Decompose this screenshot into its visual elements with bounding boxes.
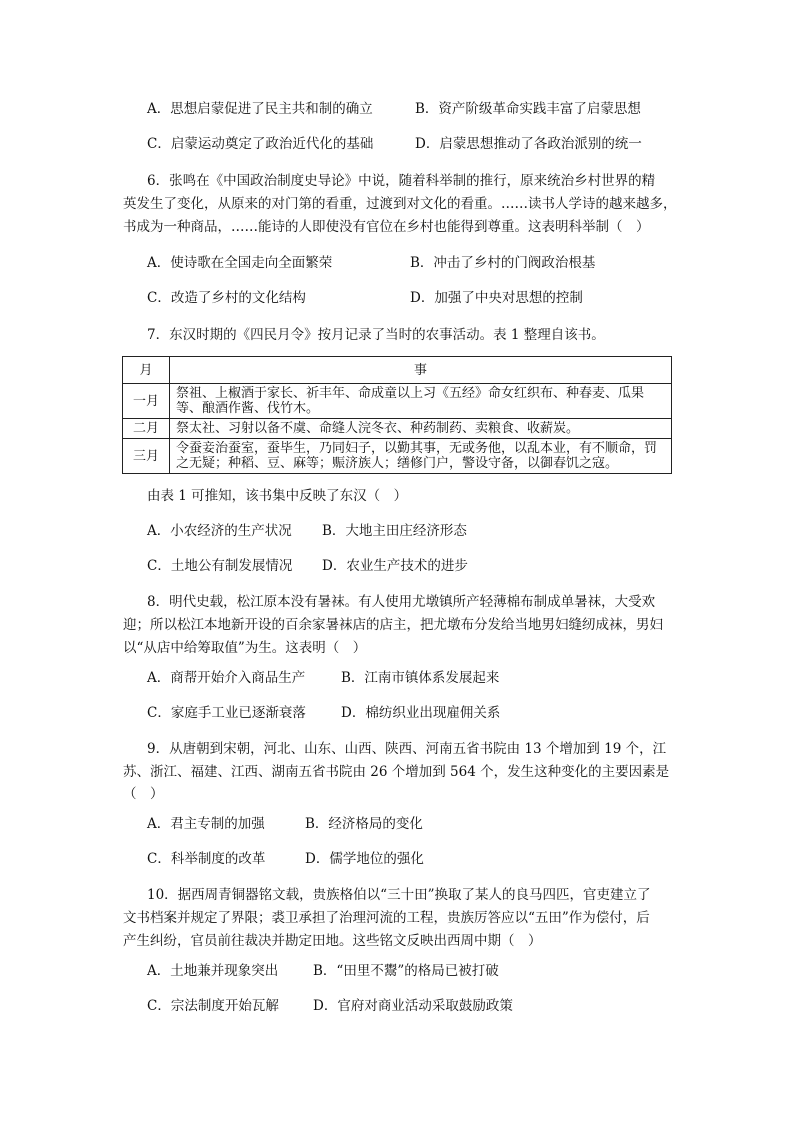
q10-option-d[interactable]: D．官府对商业活动采取鼓励政策 [313,998,513,1014]
table-cell-text: 令蚕妾治蚕室，蚕毕生，乃同妇子，以勤其事，无或务他，以乱本业，有不顺命，罚之无疑；种稻、豆、麻等；赈济族人；缮修门户，警设守备，以御春饥之寇。 [170,439,672,474]
q6-stem-line-1: 6．张鸣在《中国政治制度史导论》中说，随着科举制的推行，原来统治乡村世界的精 [147,173,656,189]
q9-stem-line-2: 苏、浙江、福建、江西、湖南五省书院由 26 个增加到 564 个，发生这种变化的主要因素是 [123,764,670,780]
table-row [123,384,672,419]
q6-stem-line-2: 英发生了变化，从原来的对门第的看重，过渡到对文化的看重。……读书人学诗的越来越多， [123,196,677,212]
q9-option-c[interactable]: C．科举制度的改革 [147,851,266,867]
table-header-event: 事 [170,357,672,384]
q8-stem-line-3: 以“从店中给筹取值”为生。这表明（ ） [123,640,367,656]
q5-option-d[interactable]: D．启蒙思想推动了各政治派别的统一 [415,136,642,152]
q5-option-c[interactable]: C．启蒙运动奠定了政治近代化的基础 [147,136,374,152]
q6-option-d[interactable]: D．加强了中央对思想的控制 [410,290,583,306]
q10-option-c[interactable]: C．宗法制度开始瓦解 [147,998,279,1014]
q8-option-c[interactable]: C．家庭手工业已逐渐衰落 [147,705,306,721]
q5-option-b[interactable]: B．资产阶级革命实践丰富了启蒙思想 [415,101,641,117]
q6-stem-line-3: 书成为一种商品，……能诗的人即使没有官位在乡村也能得到尊重。这表明科举制（ ） [123,219,650,235]
table-cell-text: 祭祖、上椒酒于家长、祈丰年、命成童以上习《五经》命女红织布、种春麦、瓜果等、酿酒作酱、伐竹木。 [170,384,672,419]
q7-option-b[interactable]: B．大地主田庄经济形态 [322,523,467,539]
table-cell-month: 三月 [123,439,170,474]
q8-stem-line-2: 迎；所以松江本地新开设的百余家暑袜店的店主，把尤墩布分发给当地男妇缝纫成袜，男妇 [123,617,663,633]
q10-option-b[interactable]: B．“田里不鬻”的格局已被打破 [313,963,499,979]
q8-option-b[interactable]: B．江南市镇体系发展起来 [341,670,500,686]
q9-option-b[interactable]: B．经济格局的变化 [305,816,423,832]
table-row [123,439,672,474]
q8-stem-line-1: 8．明代史载，松江原本没有暑袜。有人使用尤墩镇所产轻薄棉布制成单暑袜，大受欢 [147,594,656,610]
q7-option-c[interactable]: C．土地公有制发展情况 [147,558,293,574]
q7-stem: 7．东汉时期的《四民月令》按月记录了当时的农事活动。表 1 整理自该书。 [147,327,605,343]
q9-option-d[interactable]: D．儒学地位的强化 [305,851,424,867]
q9-option-a[interactable]: A．君主专制的加强 [147,816,265,832]
q9-stem-line-1: 9．从唐朝到宋朝，河北、山东、山西、陕西、河南五省书院由 13 个增加到 19 个，江 [147,741,667,757]
q7-option-d[interactable]: D．农业生产技术的进步 [322,558,468,574]
table-cell-month: 一月 [123,384,170,419]
q6-option-c[interactable]: C．改造了乡村的文化结构 [147,290,306,306]
q6-option-a[interactable]: A．使诗歌在全国走向全面繁荣 [147,255,333,271]
table-row [123,419,672,439]
q7-table [122,356,672,474]
q8-option-a[interactable]: A．商帮开始介入商品生产 [147,670,306,686]
table-header-row [123,357,672,384]
q7-after-table: 由表 1 可推知，该书集中反映了东汉（ ） [147,488,408,504]
q7-option-a[interactable]: A．小农经济的生产状况 [147,523,292,539]
q5-option-a[interactable]: A．思想启蒙促进了民主共和制的确立 [147,101,373,117]
table-header-month: 月 [123,357,170,384]
q10-stem-line-1: 10．据西周青铜器铭文载，贵族格伯以“三十田”换取了某人的良马四匹，官吏建立了 [147,887,651,903]
q10-stem-line-2: 文书档案并规定了界限；裘卫承担了治理河流的工程，贵族厉答应以“五田”作为偿付，后 [123,910,650,926]
q8-option-d[interactable]: D．棉纺织业出现雇佣关系 [341,705,501,721]
q6-option-b[interactable]: B．冲击了乡村的门阀政治根基 [410,255,596,271]
table-cell-month: 二月 [123,419,170,439]
q9-stem-line-3: （ ） [123,786,164,802]
table-cell-text: 祭太社、习射以备不虞、命缝人浣冬衣、种药制药、卖粮食、收薪炭。 [170,419,672,439]
q10-stem-line-3: 产生纠纷，官员前往裁决并勘定田地。这些铭文反映出西周中期（ ） [123,933,542,949]
q10-option-a[interactable]: A．土地兼并现象突出 [147,963,279,979]
